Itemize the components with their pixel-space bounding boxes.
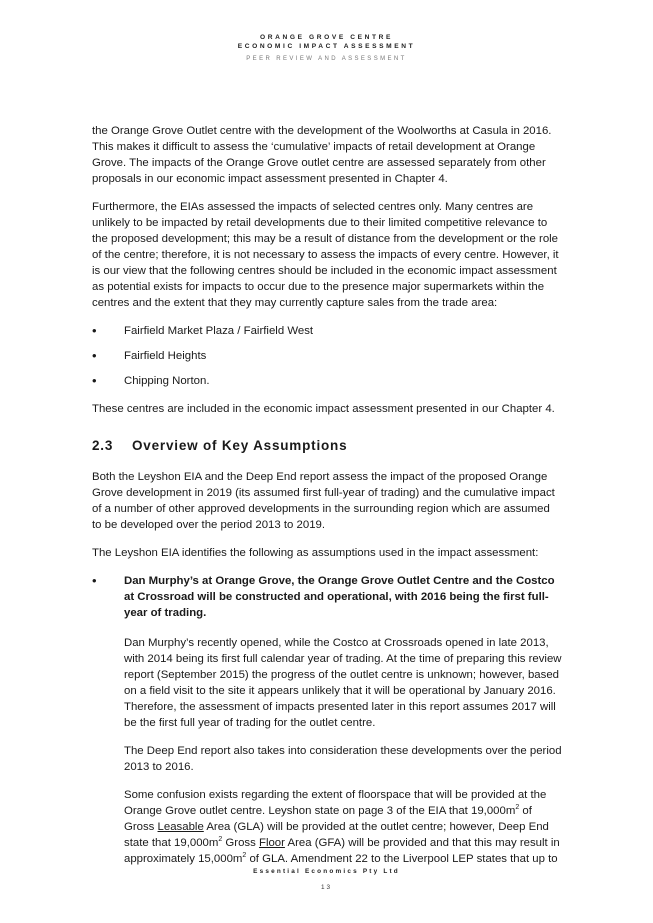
list-item: • Fairfield Market Plaza / Fairfield West bbox=[92, 323, 562, 339]
detail-paragraph-1: Dan Murphy’s recently opened, while the Costco at Crossroads opened in late 2013, with 2014 being its first full calendar year of trading. At the time of preparing this review report (September 2015) the progress of the outlet centre is unknown; however, based on a field visit to the site it appears unlikely that it will be operational by January 2016. Therefore, the assessment of impacts presented later in this report assumes 2017 will be the first full year of trading for the outlet centre. bbox=[124, 637, 562, 729]
paragraph-3: These centres are included in the economic impact assessment presented in our Chapter 4. bbox=[92, 403, 555, 415]
assumption-detail bbox=[124, 635, 562, 867]
paragraph-2: Furthermore, the EIAs assessed the impacts of selected centres only. Many centres are unlikely to be impacted by retail developments due to their limited competitive relevance to the proposed development; this may be a result of distance from the development or the role of the centre; therefore, it is not necessary to assess the impacts of every centre. However, it is our view that the following centres should be included in the economic impact assessment as potential exists for impacts to occur due to the presence major supermarkets within the centres and the extent that they may currently capture sales from the trade area: bbox=[92, 201, 559, 309]
document-header bbox=[0, 33, 653, 51]
assumption-heading: • Dan Murphy’s at Orange Grove, the Orange Grove Outlet Centre and the Costco at Crossroad will be constructed and operational, with 2016 being the first full-year of trading. bbox=[124, 575, 555, 619]
section-heading bbox=[92, 437, 562, 455]
page-body bbox=[92, 123, 562, 879]
page-number: 13 bbox=[320, 884, 333, 891]
assumption-item bbox=[92, 573, 562, 867]
list-item: • Chipping Norton. bbox=[92, 373, 562, 389]
assumption-list bbox=[92, 573, 562, 867]
detail-paragraph-2: The Deep End report also takes into consideration these developments over the period 2013 to 2016. bbox=[124, 745, 562, 773]
section-paragraph-1: Both the Leyshon EIA and the Deep End report assess the impact of the proposed Orange Grove development in 2019 (its assumed first full-year of trading) and the cumulative impact of a number of other approved developments in the surrounding region which are assumed to be developed over the period 2013 to 2019. bbox=[92, 471, 555, 531]
section-number: 2.3 bbox=[92, 438, 114, 453]
header-title-line1: ORANGE GROVE CENTRE bbox=[260, 34, 393, 41]
section-paragraph-2: The Leyshon EIA identifies the following as assumptions used in the impact assessment: bbox=[92, 547, 539, 559]
list-item: • Fairfield Heights bbox=[92, 348, 562, 364]
centre-list bbox=[92, 323, 562, 389]
detail-paragraph-3: Some confusion exists regarding the extent of floorspace that will be provided at the Orange Grove outlet centre. Leyshon state on page 3 of the EIA that $19,000m^2$ of Gross Leasable Area (GLA) will be provided at the outlet centre; however, Deep End state that $19,000m^2$ Gross Floor Area (GFA) will be provided and that this may result in approximately $15,000m^2$ of GLA. Amendment 22 to the Liverpool LEP states that up to bbox=[124, 789, 560, 865]
section-title: Overview of Key Assumptions bbox=[132, 438, 348, 453]
footer-company: Essential Economics Pty Ltd bbox=[253, 868, 400, 875]
header-subtitle: PEER REVIEW AND ASSESSMENT bbox=[246, 56, 407, 62]
paragraph-1: the Orange Grove Outlet centre with the development of the Woolworths at Casula in 2016. This makes it difficult to assess the ‘cumulative’ impacts of retail development at Orange Grove. The impacts of the Orange Grove outlet centre are assessed separately from other proposals in our economic impact assessment presented in Chapter 4. bbox=[92, 125, 552, 185]
header-title-line2: ECONOMIC IMPACT ASSESSMENT bbox=[237, 43, 416, 50]
